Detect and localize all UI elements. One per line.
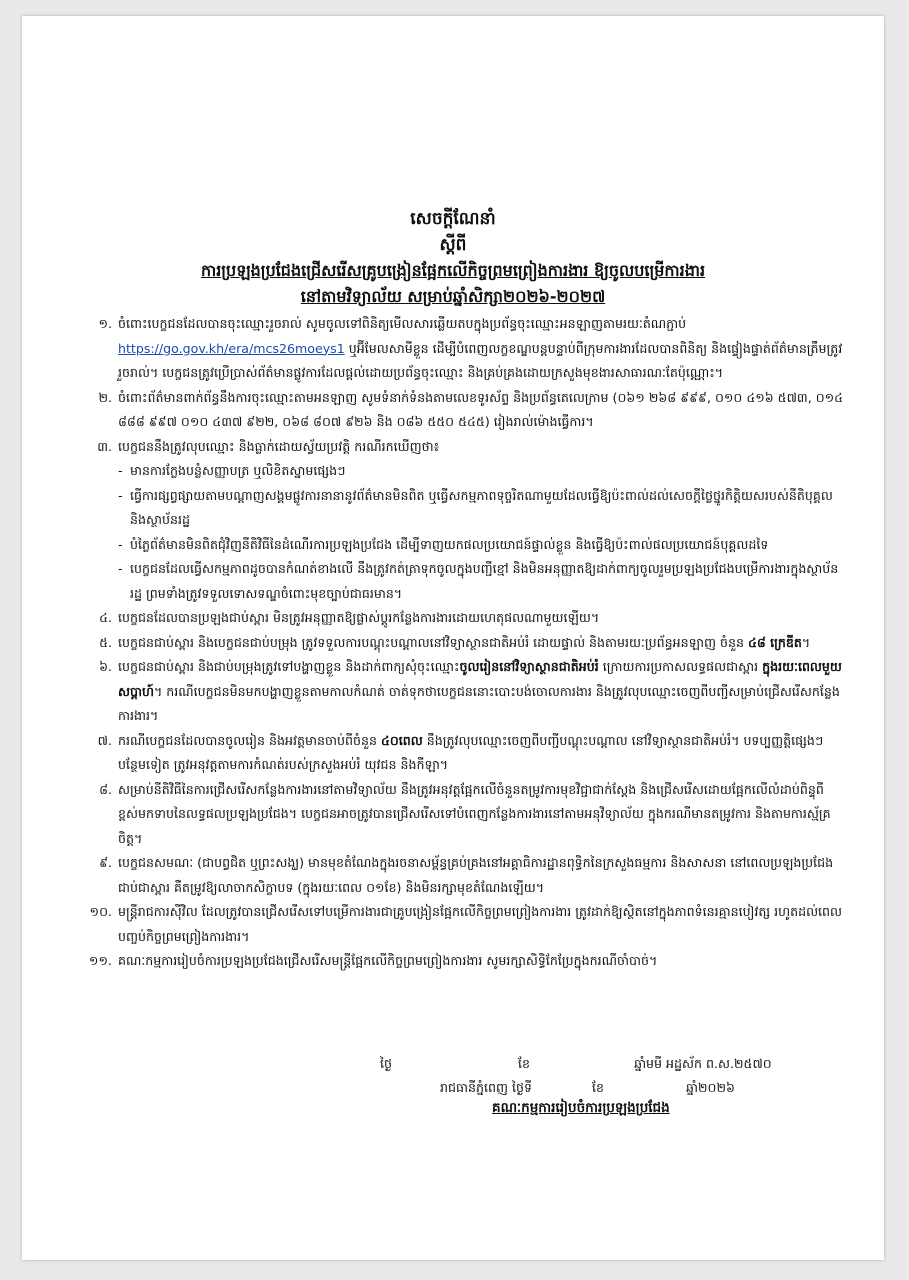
document-subject: ការប្រឡងប្រជែងជ្រើសរើសគ្រូបង្រៀនផ្អែកលើកិច្ចព្រមព្រៀងការងារ ឱ្យចូលបម្រើការងារ [200,261,706,280]
dash-bullet: - [118,487,123,503]
item-text: បេក្ខជនដែលបានប្រឡងជាប់ស្ពារ មិនត្រូវអនុញ្ញាតឱ្យផ្លាស់ប្ដូរកន្លែងការងារដោយហេតុផលណាមួយឡើយ។ [118,610,600,625]
item-text-part: ។ ករណីបេក្ខជនមិនមកបង្ហាញខ្លួនតាមកាលកំណត់ ចាត់ទុកថាបេក្ខជននោះបោះបង់ចោលការងារ និងត្រូវលុបឈ្មោះចេញពីបញ្ជីសម្រាប់ជ្រើសរើសកន្លែងការងារ។ [118,683,840,723]
item-number: ៤. [99,610,112,625]
sub-list-item [84,557,844,606]
item-number: ៦. [99,659,112,674]
document-title-block [22,206,884,310]
item-text-part: ក្រោយការប្រកាសលទ្ធផលជាស្ពារ [598,659,763,674]
item-text-part: បេក្ខជនជាប់ស្ពារ និងជាប់បម្រុងត្រូវទៅបង្ហាញខ្លួន និងដាក់ពាក្យសុំចុះឈ្មោះ [118,659,460,674]
item-number: ១១. [88,953,112,968]
absence-limit: ៤០ពេល [380,732,423,748]
date-month-label: ខែ [518,1056,531,1071]
deadline-text: ក្នុងរយៈពេលមួយសប្ដាហ៍ [118,659,842,699]
instruction-list [84,312,844,974]
list-item [84,900,844,949]
item-text-part: ឬអ៊ីមែលសាមីខ្លួន ដើម្បីបំពេញលក្ខខណ្ឌបន្តបន្ទាប់ពីក្រុមការងារដែលបានពិនិត្យ និងផ្ទៀងផ្ទាត់ព័ត៌មានត្រឹមត្រូវរួចរាល់។ បេក្ខជនត្រូវប្រើប្រាស់ព័ត៌មានផ្លូវការដែលផ្ដល់ដោយប្រព័ន្ធចុះឈ្មោះ និងគ្រប់គ្រងដោយក្រសួងមុខងារសាធារណៈតែប៉ុណ្ណោះ។ [118,340,843,380]
item-number: ៥. [99,634,112,650]
registration-link[interactable]: https://go.gov.kh/era/mcs26moeys1 [118,340,345,356]
item-text-part: បេក្ខជនជាប់ស្ពារ និងបេក្ខជនជាប់បម្រុង ត្រូវទទួលការបណ្ដុះបណ្ដាលនៅវិទ្យាស្ថានជាតិអប់រំ ដោយផ្ទាល់ និងតាមរយៈប្រព័ន្ធអនឡាញ ចំនួន [118,634,748,650]
dash-bullet: - [118,536,123,552]
item-text-part: ករណីបេក្ខជនដែលបានចូលរៀន និងអវត្តមានចាប់ពីចំនួន [118,732,381,748]
item-text: បេក្ខជននឹងត្រូវលុបឈ្មោះ និងធ្លាក់ដោយស្វ័យប្រវត្តិ ករណីរកឃើញថា៖ [118,438,440,454]
sub-item-text: ធ្វើការផ្សព្វផ្សាយតាមបណ្ដាញសង្គមផ្លូវការនានានូវព័ត៌មានមិនពិត ឬធ្វើសកម្មភាពទុច្ចរិតណាមួយដែលធ្វើឱ្យប៉ះពាល់ដល់សេចក្ដីថ្លៃថ្នូរកិត្តិយសរបស់នីតិបុគ្គល និងស្ថាប័នរដ្ឋ [130,487,833,527]
item-text: សម្រាប់នីតិវិធីនៃការជ្រើសរើសកន្លែងការងារនៅតាមវិទ្យាល័យ នឹងត្រូវអនុវត្តផ្អែកលើចំនួនតម្រូវការមុខវិជ្ជាជាក់ស្ដែង និងជ្រើសរើសដោយផ្អែកលើលំដាប់ពិន្ទុពីខ្ពស់មកទាបនៃលទ្ធផលប្រឡងប្រជែង។ បេក្ខជនអាចត្រូវបានជ្រើសរើសទៅបំពេញកន្លែងការងារនៅតាមអនុវិទ្យាល័យ ក្នុងករណីមានតម្រូវការ និងតាមការស្ម័គ្រចិត្ត។ [118,781,831,846]
document-subject-label: ស្ដីពី [439,235,467,255]
item-text: គណៈកម្មការរៀបចំការប្រឡងប្រជែងជ្រើសរើសមន្ត្រីផ្អែកលើកិច្ចព្រមព្រៀងការងារ សូមរក្សាសិទ្ធិកែប្រែក្នុងករណីចាំបាច់។ [118,953,658,968]
lunar-date-line [380,1052,772,1076]
date-lunar-year: ឆ្នាំមមី អដ្ឋស័ក ព.ស.២៥៧០ [634,1056,772,1071]
list-item [84,729,844,778]
sub-list-item [84,459,844,484]
item-text-part: នឹងត្រូវលុបឈ្មោះចេញពីបញ្ជីបណ្ដុះបណ្ដាល នៅវិទ្យាស្ថានជាតិអប់រំ។ បទប្បញ្ញត្តិផ្សេងៗបន្ថែមទៀត ត្រូវអនុវត្តតាមការកំណត់របស់ក្រសួងអប់រំ យុវជន និងកីឡា។ [118,732,824,772]
dash-bullet: - [118,463,123,478]
item-text-part: ចំពោះបេក្ខជនដែលបានចុះឈ្មោះរួចរាល់ សូមចូលទៅពិនិត្យមើលសារឆ្លើយតបក្នុងប្រព័ន្ធចុះឈ្មោះអនឡាញតាមរយៈតំណភ្ជាប់ [118,316,687,331]
list-item [84,655,844,729]
item-text [118,631,844,656]
sub-item-text: បេក្ខជនដែលធ្វើសកម្មភាពដូចបានកំណត់ខាងលើ នឹងត្រូវកត់ត្រាទុកចូលក្នុងបញ្ជីខ្មៅ និងមិនអនុញ្ញាតឱ្យដាក់ពាក្យចូលរួមប្រឡងប្រជែងបម្រើការងារក្នុងស្ថាប័នរដ្ឋ ព្រមទាំងត្រូវទទួលទោសទណ្ឌចំពោះមុខច្បាប់ជាធរមាន។ [130,561,839,601]
list-item [84,606,844,631]
document-title: សេចក្ដីណែនាំ [410,209,496,229]
item-number: ៣. [97,438,112,454]
list-item [84,435,844,460]
date-day-label: ថ្ងៃ [380,1056,392,1071]
document-subject-continued: នៅតាមវិទ្យាល័យ សម្រាប់ឆ្នាំសិក្សា២០២៦-២០២៧ [300,287,606,306]
item-text [118,655,844,729]
item-text: ចំពោះព័ត៌មានពាក់ព័ន្ធនឹងការចុះឈ្មោះតាមអនឡាញ សូមទំនាក់ទំនងតាមលេខទូរស័ព្ទ និងប្រព័ន្ធតេលេក្រាម (០៦១ ២៦៨ ៩៩៩, ០១០ ៤១៦ ៥៧៣, ០១៤ ៨៨៨ ៩៩៧ ០១០ ៤៣៧ ៩២២, ០៦៨ ៨០៧ ៩២៦ និង ០៨៦ ៥៥០ ៥៤៥) រៀងរាល់ម៉ោងធ្វើការ។ [118,389,844,429]
credit-count: ៤៨ ក្រេឌីត [747,634,802,650]
sub-list-item [84,533,844,558]
list-item [84,386,844,435]
item-number: ៧. [97,732,112,748]
item-number: ៩. [99,855,112,870]
list-item [84,949,844,974]
item-text: បេក្ខជនសមណៈ (ជាបព្វជិត ឬព្រះសង្ឃ) មានមុខតំណែងក្នុងរចនាសម្ព័ន្ធគ្រប់គ្រងនៅអគ្គាធិការដ្ឋានពុទ្ធិកនៃក្រសួងធម្មការ និងសាសនា នៅពេលប្រឡងប្រជែងជាប់ជាស្ពារ គឺតម្រូវឱ្យលាចាកសិក្ខាបទ (ក្នុងរយៈពេល ០១ខែ) និងមិនរក្សាមុខតំណែងឡើយ។ [118,855,834,895]
dash-bullet: - [118,561,123,576]
item-text-part: ។ [801,634,811,650]
item-number: ២. [98,389,112,405]
item-number: ១០. [89,904,112,919]
date-place: រាជធានីភ្នំពេញ ថ្ងៃទី [440,1080,532,1095]
solar-date-line [440,1076,735,1100]
list-item [84,851,844,900]
sub-list-item [84,484,844,533]
emphasis-text: ចូលរៀននៅវិទ្យាស្ថានជាតិអប់រំ [459,659,599,674]
date-year: ឆ្នាំ២០២៦ [686,1080,735,1095]
list-item [84,631,844,656]
item-text: មន្ត្រីរាជការស៊ីវិល ដែលត្រូវបានជ្រើសរើសទៅបម្រើការងារជាគ្រូបង្រៀនផ្អែកលើកិច្ចព្រមព្រៀងការងារ ត្រូវដាក់ឱ្យស្ថិតនៅក្នុងភាពទំនេរគ្មានបៀវត្ស រហូតដល់ពេលបញ្ចប់កិច្ចព្រមព្រៀងការងារ។ [118,904,843,944]
signature-committee: គណៈកម្មការរៀបចំការប្រឡងប្រជែង [492,1100,670,1116]
item-text [118,312,844,386]
item-number: ១. [98,316,112,331]
sub-item-text: មានការក្លែងបន្លំសញ្ញាបត្រ ឬលិខិតស្នាមផ្សេងៗ [130,463,346,478]
document-page [22,16,884,1260]
sub-item-text: បំភ្លៃព័ត៌មានមិនពិតជុំវិញនីតិវិធីនៃដំណើរការប្រឡងប្រជែង ដើម្បីទាញយកផលប្រយោជន៍ផ្ទាល់ខ្លួន និងធ្វើឱ្យប៉ះពាល់ផលប្រយោជន៍បុគ្គលដទៃ [130,536,769,552]
item-text [118,729,844,778]
item-number: ៨. [99,781,112,797]
date-month-label: ខែ [591,1080,604,1095]
list-item [84,778,844,852]
list-item [84,312,844,386]
